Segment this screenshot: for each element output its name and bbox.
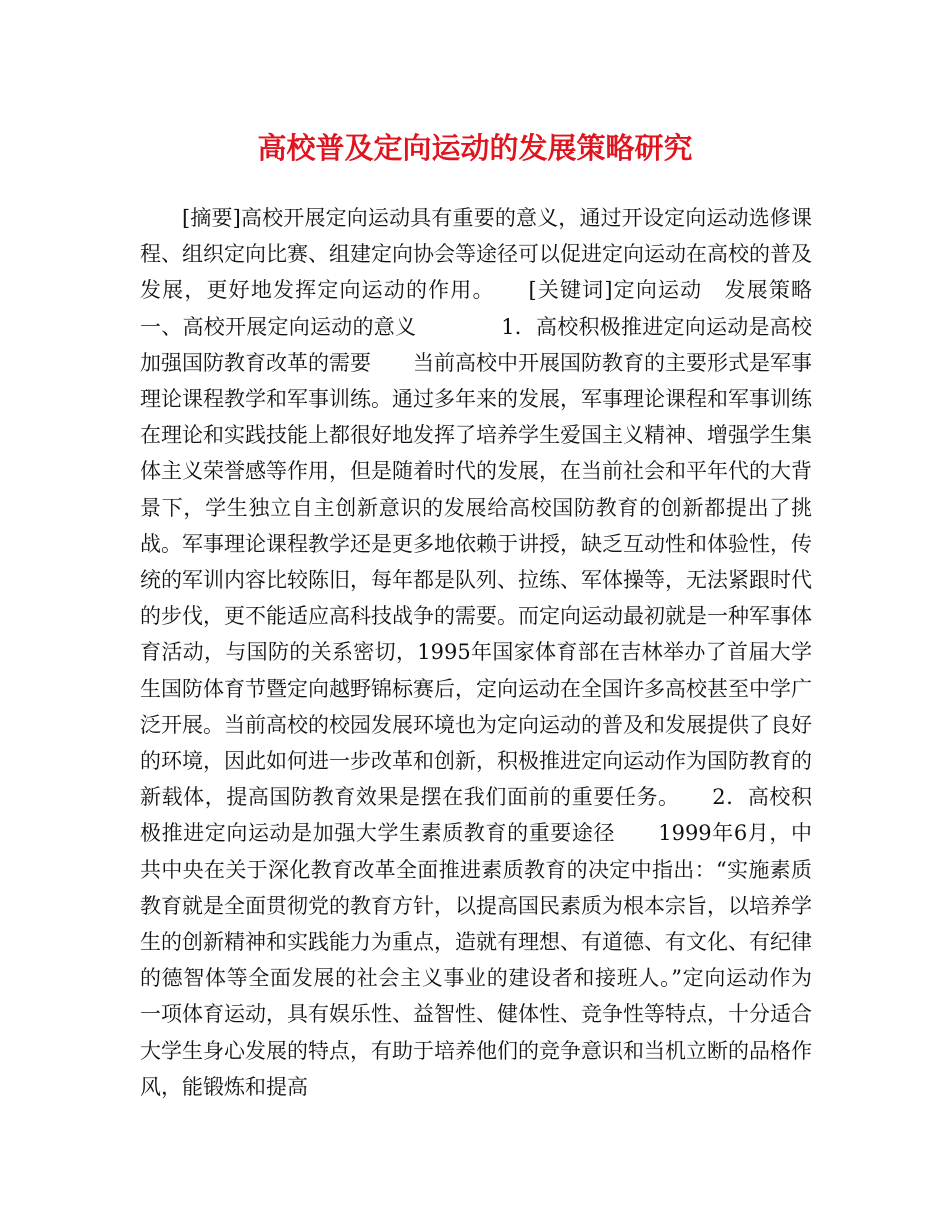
document-body-paragraph: [摘要]高校开展定向运动具有重要的意义，通过开设定向运动选修课程、组织定向比赛、组建定向协会等途径可以促进定向运动在高校的普及发展，更好地发挥定向运动的作用。 [关键词]定向运动 发展策略 一、高校开展定向运动的意义 1．高校积极推进定向运动是高校加强国防教育改革的需要 当前高校中开展国防教育的主要形式是军事理论课程教学和军事训练。通过多年来的发展，军事理论课程和军事训练在理论和实践技能上都很好地发挥了培养学生爱国主义精神、增强学生集体主义荣誉感等作用，但是随着时代的发展，在当前社会和平年代的大背景下，学生独立自主创新意识的发展给高校国防教育的创新都提出了挑战。军事理论课程教学还是更多地依赖于讲授，缺乏互动性和体验性，传统的军训内容比较陈旧，每年都是队列、拉练、军体操等，无法紧跟时代的步伐，更不能适应高科技战争的需要。而定向运动最初就是一种军事体育活动，与国防的关系密切，1995年国家体育部在吉林举办了首届大学生国防体育节暨定向越野锦标赛后，定向运动在全国许多高校甚至中学广泛开展。当前高校的校园发展环境也为定向运动的普及和发展提供了良好的环境，因此如何进一步改革和创新，积极推进定向运动作为国防教育的新载体，提高国防教育效果是摆在我们面前的重要任务。 2．高校积极推进定向运动是加强大学生素质教育的重要途径 1999年6月，中共中央在关于深化教育改革全面推进素质教育的决定中指出：“实施素质教育就是全面贯彻党的教育方针，以提高国民素质为根本宗旨，以培养学生的创新精神和实践能力为重点，造就有理想、有道德、有文化、有纪律的德智体等全面发展的社会主义事业的建设者和接班人。”定向运动作为一项体育运动，具有娱乐性、益智性、健体性、竞争性等特点，十分适合大学生身心发展的特点，有助于培养他们的竞争意识和当机立断的品格作风，能锻炼和提高 xyxy=(140,206,896,1099)
document-title: 高校普及定向运动的发展策略研究 xyxy=(257,131,693,165)
